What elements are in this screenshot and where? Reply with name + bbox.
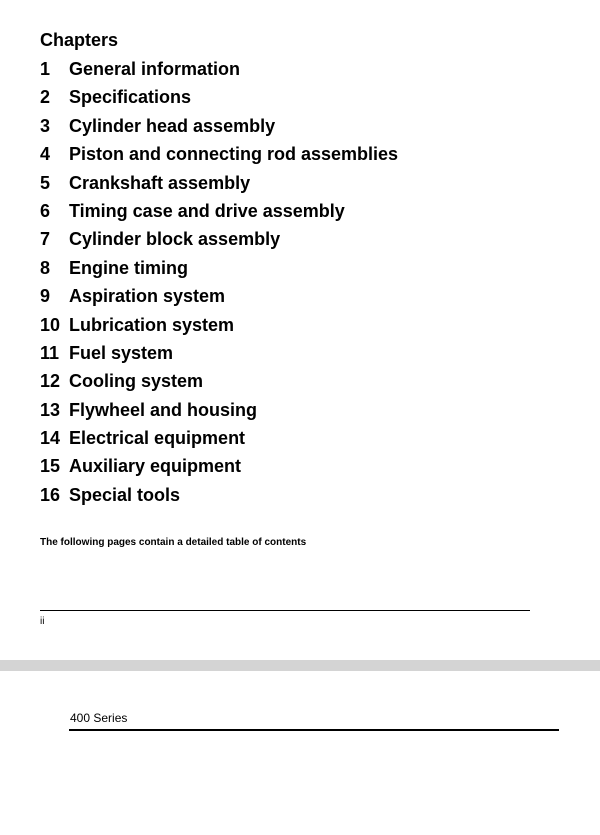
chapter-item: [40, 86, 398, 114]
chapter-title: Special tools: [69, 484, 181, 505]
chapter-number: 7: [40, 229, 51, 250]
chapter-item: [40, 399, 398, 427]
page-separator: [0, 660, 600, 671]
chapter-item: [40, 484, 398, 512]
chapter-item: [40, 455, 398, 483]
chapter-item: [40, 342, 398, 370]
chapter-title: Piston and connecting rod assemblies: [69, 144, 399, 165]
chapter-item: [40, 200, 398, 228]
chapter-title: Timing case and drive assembly: [69, 200, 345, 221]
chapter-number: 12: [40, 371, 61, 392]
chapter-title: Cylinder head assembly: [69, 115, 276, 136]
footer-rule: [40, 610, 530, 611]
chapter-item: [40, 143, 398, 171]
chapter-item: [40, 228, 398, 256]
chapter-number: 6: [40, 200, 51, 221]
header-rule: [69, 729, 559, 731]
chapter-item: [40, 370, 398, 398]
chapter-number: 2: [40, 87, 51, 108]
chapter-item: [40, 257, 398, 285]
next-document-page: [0, 671, 600, 835]
chapter-number: 3: [40, 115, 51, 136]
chapter-title: General information: [69, 59, 241, 79]
chapter-number: 16: [40, 484, 61, 505]
chapter-title: Flywheel and housing: [69, 399, 258, 420]
chapter-title: Aspiration system: [69, 286, 226, 307]
chapter-title: Electrical equipment: [69, 428, 246, 449]
chapter-title: Specifications: [69, 87, 192, 108]
chapter-title: Cylinder block assembly: [69, 229, 281, 250]
chapter-item: [40, 172, 398, 200]
chapter-item: [40, 58, 398, 86]
chapter-title: Engine timing: [69, 257, 188, 278]
chapter-title: Fuel system: [69, 342, 174, 363]
chapter-item: [40, 285, 398, 313]
chapters-heading: Chapters: [40, 30, 119, 50]
chapter-number: 1: [40, 59, 51, 79]
chapter-item: [40, 115, 398, 143]
chapter-number: 4: [40, 144, 51, 165]
chapter-number: 5: [40, 172, 51, 193]
chapter-title: Auxiliary equipment: [69, 456, 242, 477]
chapter-number: 14: [40, 428, 61, 449]
chapter-title: Lubrication system: [69, 314, 235, 335]
chapter-number: 15: [40, 456, 61, 477]
chapter-number: 10: [40, 314, 61, 335]
chapter-title: Crankshaft assembly: [69, 172, 251, 193]
chapter-item: [40, 314, 398, 342]
series-header: 400 Series: [70, 711, 128, 725]
chapter-number: 11: [40, 342, 60, 363]
page-number: ii: [40, 616, 45, 627]
toc-note: The following pages contain a detailed table of contents: [40, 537, 307, 548]
chapter-list: [40, 58, 398, 512]
chapter-number: 13: [40, 399, 61, 420]
chapter-title: Cooling system: [69, 371, 204, 392]
chapter-number: 8: [40, 257, 51, 278]
chapter-item: [40, 427, 398, 455]
chapter-number: 9: [40, 286, 51, 307]
